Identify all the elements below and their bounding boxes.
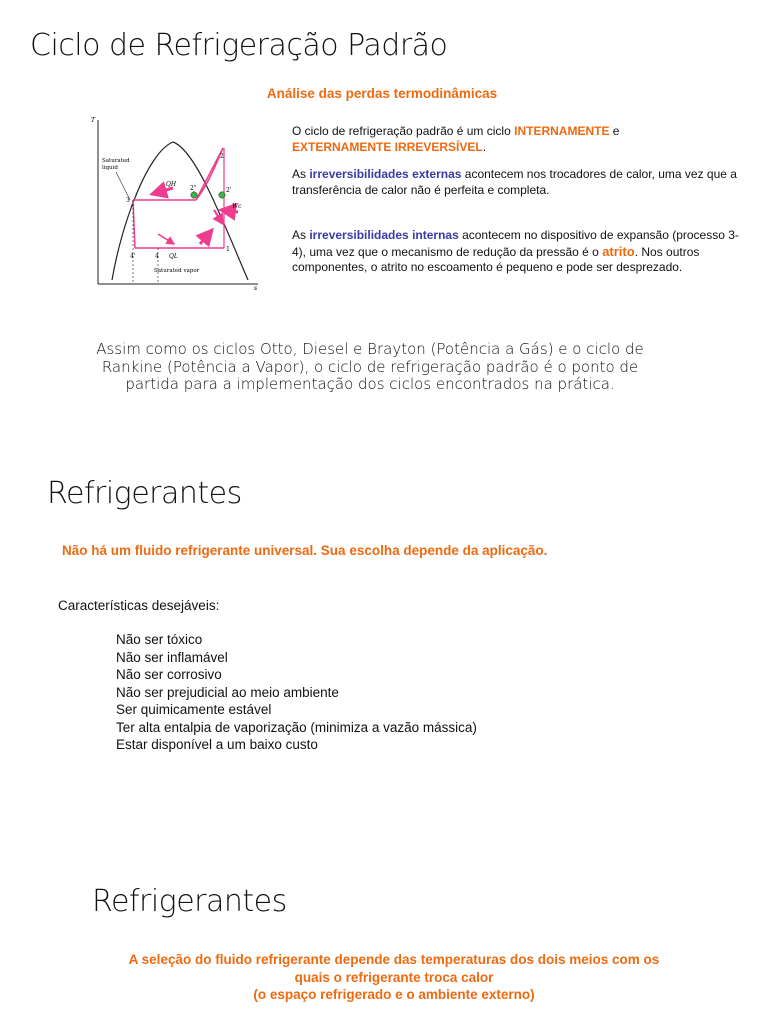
paragraph-irreversible: O ciclo de refrigeração padrão é um ciclo INTERNAMENTE e EXTERNAMENTE IRREVERSÍVEL.: [292, 124, 620, 154]
slide3-title: Refrigerantes: [92, 884, 287, 919]
slide3-line3: (o espaço refrigerado e o ambiente externo): [253, 987, 535, 1002]
ql-arrow: [158, 234, 174, 244]
paragraph-external: As irreversibilidades externas acontecem nos trocadores de calor, uma vez que a transferência de calor não é perfeita e completa.: [292, 167, 737, 197]
slide2-heading: Características desejáveis:: [58, 598, 220, 613]
saturated-liquid-label: Saturated: [102, 158, 130, 164]
paragraph-internal: As irreversibilidades internas acontecem no dispositivo de expansão (processo 3-4), uma vez que o mecanismo de redução da pressão é o atrito. Nos outros componentes, o atrito no escoamento é pequeno e pode ser desprezado.: [292, 228, 739, 274]
wc-arrow: [221, 210, 238, 212]
list-item: Ser quimicamente estável: [116, 702, 272, 717]
list-item: Não ser tóxico: [116, 632, 203, 647]
list-item: Estar disponível a um baixo custo: [116, 737, 318, 752]
s-axis-label: s: [254, 285, 258, 292]
slide1-subtitle: Análise das perdas termodinâmicas: [266, 86, 498, 101]
state-2-label: 2: [220, 153, 224, 160]
wc-label: Wc: [232, 203, 242, 210]
qh-arrow: [152, 188, 173, 194]
slide3-text: [0, 951, 768, 1004]
slide1-title: Ciclo de Refrigeração Padrão: [30, 28, 448, 63]
list-item: Ter alta entalpia de vaporização (minimiza a vazão mássica): [116, 719, 477, 735]
state-2pp-label: 2": [190, 185, 197, 192]
list-item: Não ser inflamável: [116, 649, 228, 665]
state-2p-dot: [219, 192, 225, 198]
list-item: Não ser prejudicial ao meio ambiente: [116, 684, 339, 700]
qh-label: QH: [166, 181, 177, 188]
t-axis-label: T: [91, 117, 96, 124]
slide1-closing: Assim como os ciclos Otto, Diesel e Brayton (Potência a Gás) e o ciclo de Rankine (Potência a Vapor), o ciclo de refrigeração padrão é o ponto de partida para a implementação dos ciclos encontrados na prática.: [96, 340, 644, 393]
state-2pp-dot: [191, 192, 197, 198]
slide3-line2: quais o refrigerante troca calor: [294, 969, 494, 985]
state-1-label: 1: [226, 246, 230, 253]
state-2p-label: 2': [226, 187, 232, 194]
saturated-vapor-label: Saturated vapor: [154, 268, 200, 274]
ts-diagram: [88, 112, 268, 292]
state-4-label: 4: [155, 253, 159, 260]
state-4p-label: 4': [130, 253, 136, 260]
ql-label: QL: [169, 253, 178, 260]
slide3-line1: A seleção do fluido refrigerante depende das temperaturas dos dois meios com os: [128, 952, 660, 967]
characteristics-list: [116, 631, 477, 754]
cycle-3-4: [133, 200, 135, 248]
saturated-liquid-label-2: liquid: [102, 165, 118, 171]
ts-diagram-svg: [88, 112, 268, 292]
slide2-highlight: Não há um fluido refrigerante universal. Sua escolha depende da aplicação.: [62, 543, 548, 558]
slide1-text-block: [292, 124, 748, 276]
state-3-label: 3: [126, 197, 130, 204]
slide2-title: Refrigerantes: [47, 476, 242, 511]
list-item: Não ser corrosivo: [116, 667, 222, 682]
